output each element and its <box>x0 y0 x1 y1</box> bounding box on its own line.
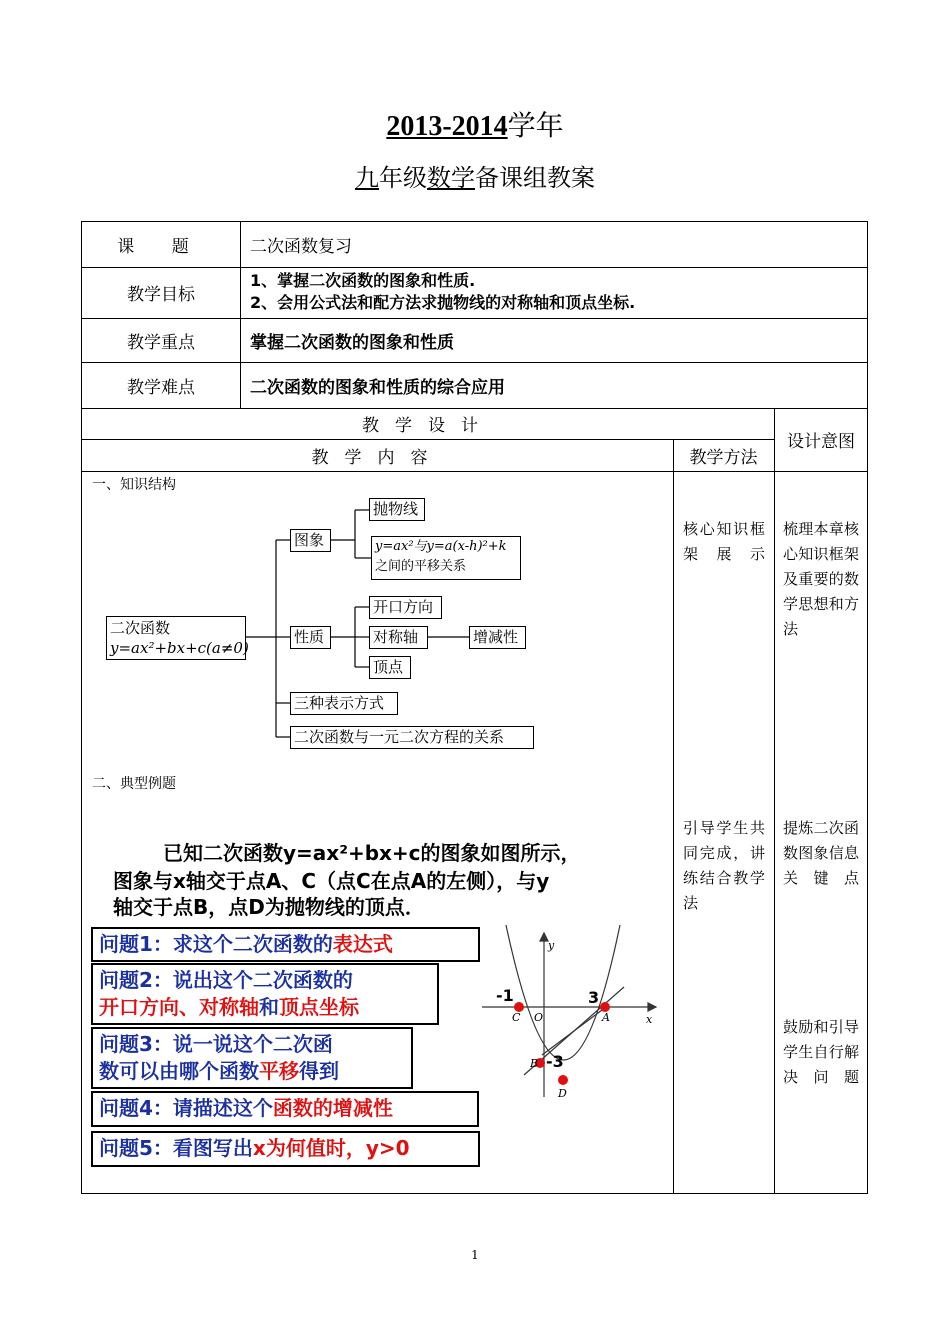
intent-1: 梳理本章核心知识框架及重要的数学思想和方法 <box>783 520 859 638</box>
parabola-graph <box>478 925 668 1105</box>
question-4-highlight: 函数的增减性 <box>272 1096 393 1120</box>
label-d: D <box>558 1087 567 1100</box>
key-points-label: 教学重点 <box>127 332 195 353</box>
objective-1: 1、掌握二次函数的图象和性质. <box>250 271 476 290</box>
question-1-highlight: 表达式 <box>332 932 393 956</box>
label-minus1: -1 <box>496 986 514 1005</box>
monotonic-box: 增减性 <box>469 626 526 649</box>
section-examples-heading: 二、典型例题 <box>92 776 176 792</box>
three-forms-box: 三种表示方式 <box>290 692 398 715</box>
question-5-text: 问题5：看图写出 <box>99 1136 253 1160</box>
problem-line-3: 轴交于点B，点D为抛物线的顶点． <box>113 895 425 919</box>
topic-label: 课 题 <box>117 237 205 257</box>
question-2-and: 和 <box>259 995 279 1019</box>
intent-2: 提炼二次函数图象信息关键点 <box>783 819 859 887</box>
property-box: 性质 <box>290 626 331 649</box>
method-2: 引导学生共同完成，讲练结合教学法 <box>683 819 765 912</box>
method-header: 教学方法 <box>689 447 758 468</box>
intent-header: 设计意图 <box>787 432 855 452</box>
intent-3: 鼓励和引导学生自行解决问题 <box>783 1018 859 1086</box>
school-year-suffix: 学年 <box>507 109 564 142</box>
question-4-text: 问题4：请描述这个 <box>99 1096 273 1120</box>
label-y: y <box>548 939 555 952</box>
axis-box: 对称轴 <box>369 626 428 649</box>
problem-line-2: 图象与x轴交于点A、C（点C在点A的左侧），与y <box>113 869 550 893</box>
difficulty-label: 教学难点 <box>127 377 195 398</box>
vertex-box: 顶点 <box>369 656 411 679</box>
label-b: B <box>530 1057 539 1070</box>
shift-formula: y=ax²与y=a(x-h)²+k <box>375 539 507 554</box>
opening-box: 开口方向 <box>369 596 442 619</box>
design-title: 教学设计 <box>362 416 494 436</box>
parabola-box: 抛物线 <box>369 498 425 521</box>
question-3-text-3: 得到 <box>299 1059 339 1083</box>
subtitle-grade: 九 <box>355 164 379 192</box>
question-2-text: 问题2：说出这个二次函数的 <box>99 968 353 992</box>
page-number: 1 <box>471 1248 479 1262</box>
question-5 <box>91 1131 480 1167</box>
subtitle-subject: 数学 <box>427 164 475 192</box>
subtitle-grade-suffix: 年级 <box>379 164 427 192</box>
graph-box: 图象 <box>290 529 331 552</box>
difficulty-value: 二次函数的图象和性质的综合应用 <box>250 377 505 398</box>
label-minus3: -3 <box>546 1052 564 1071</box>
problem-line-1: 已知二次函数y=ax²+bx+c的图象如图所示， <box>163 841 581 865</box>
content-header: 教学内容 <box>311 447 444 468</box>
question-2-highlight-2: 顶点坐标 <box>279 995 359 1019</box>
question-4 <box>91 1091 479 1127</box>
question-1-text: 问题1：求这个二次函数的 <box>99 932 333 956</box>
point-d <box>558 1075 568 1085</box>
relation-box: 二次函数与一元二次方程的关系 <box>290 726 534 749</box>
key-points-value: 掌握二次函数的图象和性质 <box>250 332 454 353</box>
question-5-highlight: x为何值时，y>0 <box>252 1136 410 1160</box>
school-year: 2013-2014 <box>386 111 508 142</box>
root-formula: y=ax²+bx+c(a≠0) <box>110 639 249 657</box>
question-2 <box>91 963 439 1025</box>
method-1: 核心知识框架展示 <box>683 520 765 563</box>
question-1 <box>91 927 480 962</box>
objectives-label: 教学目标 <box>127 285 195 305</box>
question-3-text: 问题3：说一说这个二次函 <box>99 1032 333 1056</box>
y-axis-arrow <box>540 933 548 941</box>
shift-label: 之间的平移关系 <box>375 559 467 574</box>
x-axis-arrow <box>648 1003 656 1011</box>
subtitle-rest: 备课组教案 <box>475 164 595 192</box>
label-x: x <box>646 1013 653 1026</box>
section-knowledge-heading: 一、知识结构 <box>92 477 176 493</box>
label-o: O <box>534 1011 544 1024</box>
root-box <box>106 616 249 660</box>
label-c: C <box>512 1011 521 1024</box>
question-3 <box>91 1027 413 1089</box>
shift-box <box>371 536 521 580</box>
label-three: 3 <box>588 988 600 1007</box>
question-3-text-2: 数可以由哪个函数 <box>99 1059 259 1083</box>
question-2-highlight-1: 开口方向、对称轴 <box>99 995 259 1019</box>
label-a: A <box>602 1011 610 1024</box>
root-label: 二次函数 <box>110 619 171 637</box>
objective-2: 2、会用公式法和配方法求抛物线的对称轴和顶点坐标. <box>250 293 636 312</box>
topic-value: 二次函数复习 <box>250 237 352 257</box>
question-3-highlight: 平移 <box>259 1059 299 1083</box>
